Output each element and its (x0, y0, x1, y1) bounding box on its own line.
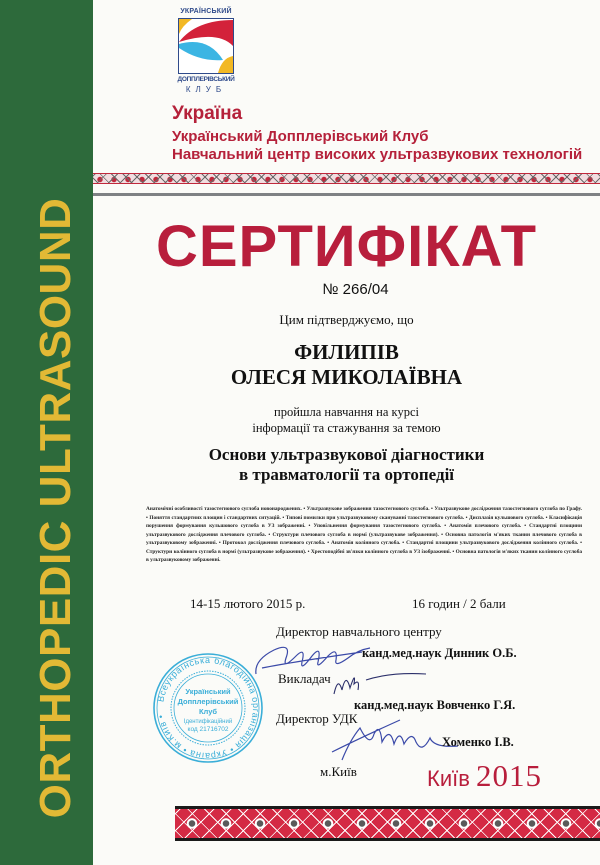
signing-city: м.Київ (320, 764, 357, 779)
side-banner-text: ORTHOPEDIC ULTRASOUND (31, 197, 80, 819)
course-title (93, 445, 600, 485)
embroidery-ornament-top (93, 173, 600, 184)
logo-emblem-icon (178, 18, 234, 74)
course-date: 14-15 лютого 2015 р. (190, 596, 306, 611)
confirmation-text: Цим підтверджуємо, що (279, 312, 414, 327)
teacher-label: Викладач (278, 671, 331, 686)
course-hours-points: 16 годин / 2 бали (412, 596, 506, 611)
course-title-line-1: Основи ультразвукової діагностики (208, 445, 485, 464)
certificate-number: № 266/04 (322, 281, 389, 298)
footer-year: 2015 (476, 758, 543, 793)
certificate-title: СЕРТИФІКАТ (155, 214, 538, 279)
recipient-name (93, 340, 600, 390)
logo-bottom-text-2: КЛУБ (185, 85, 227, 94)
logo-bottom-text-1: ДОППЛЕРІВСЬКИЙ (177, 76, 235, 83)
header-divider (93, 193, 600, 196)
header-training-center: Навчальний центр високих ультразвукових технологій (172, 146, 583, 163)
teacher-signature-icon (330, 668, 430, 696)
side-banner (0, 0, 93, 865)
svg-text:Всеукраїнська благодійна орган: Всеукраїнська благодійна організація • Україна • м.Київ • (155, 654, 262, 762)
logo-top-text: УКРАЇНСЬКИЙ (180, 8, 232, 15)
director-center-name: канд.мед.наук Динник О.Б. (362, 646, 517, 660)
course-intro (93, 404, 600, 436)
teacher-name: канд.мед.наук Вовченко Г.Я. (354, 698, 516, 712)
recipient-surname: ФИЛИПІВ (294, 340, 399, 364)
director-udk-name: Хоменко І.В. (442, 735, 514, 749)
svg-text:Український: Український (185, 687, 231, 696)
embroidery-ornament-bottom (175, 806, 600, 841)
doppler-club-logo (175, 8, 237, 98)
svg-text:Клуб: Клуб (198, 707, 218, 716)
course-title-line-2: в травматології та ортопедії (238, 465, 455, 484)
header-organization: Український Допплерівський Клуб (172, 128, 429, 145)
course-topics: Анатомічні особливості тазостегнового суглоба новонароджених. • Ультразвукове зображення тазостегнового суглоба. • Ультразвукове дослідження тазостегнового суглоба по Графу. • Поняття стандартних площин і стандартних ситуацій. • Типові помилки при ультразвуковому скануванні тазостегнового суглоба. • Дисплазія кульшового суглоба. • Класифікація порушення формування кульшового суглоба в УЗ зображенні. • Уповільнення формування тазостегнового суглоба. • Анатомія плечового суглоба. • Стандартні площини ультразвукового дослідження плечового суглоба. • Структури плечового суглоба в нормі (ультразвукове зображення). • Основна патологія м'яких тканин плечового суглоба в ультразвуковому зображенні. • Протокол дослідження плечового суглоба. • Анатомія колінного суглоба. • Стандартні площини ультразвукового дослідження колінного суглоба. • Структури колінного суглоба в нормі (ультразвукове зображення). • Хрестоподібні зв'язки колінного суглоба в УЗ ізображенні. • Основна патологія м'яких тканин колінного суглоба в ультразвуковому зображенні. (146, 506, 582, 563)
svg-text:Ідентифікаційний: Ідентифікаційний (183, 719, 233, 725)
header-country: Україна (172, 103, 243, 124)
director-udk-label: Директор УДК (276, 711, 358, 726)
footer-city: Київ (427, 766, 470, 791)
course-intro-line-2: інформації та стажування за темою (252, 421, 441, 435)
svg-text:код 21716702: код 21716702 (187, 726, 229, 733)
director-center-label: Директор навчального центру (276, 624, 442, 639)
course-intro-line-1: пройшла навчання на курсі (274, 405, 419, 419)
recipient-given-names: ОЛЕСЯ МИКОЛАЇВНА (230, 365, 463, 389)
official-stamp-icon (152, 652, 264, 764)
svg-text:Допплерівський: Допплерівський (177, 697, 239, 706)
director-udk-signature-icon (330, 714, 460, 762)
footer-city-year (427, 758, 542, 794)
